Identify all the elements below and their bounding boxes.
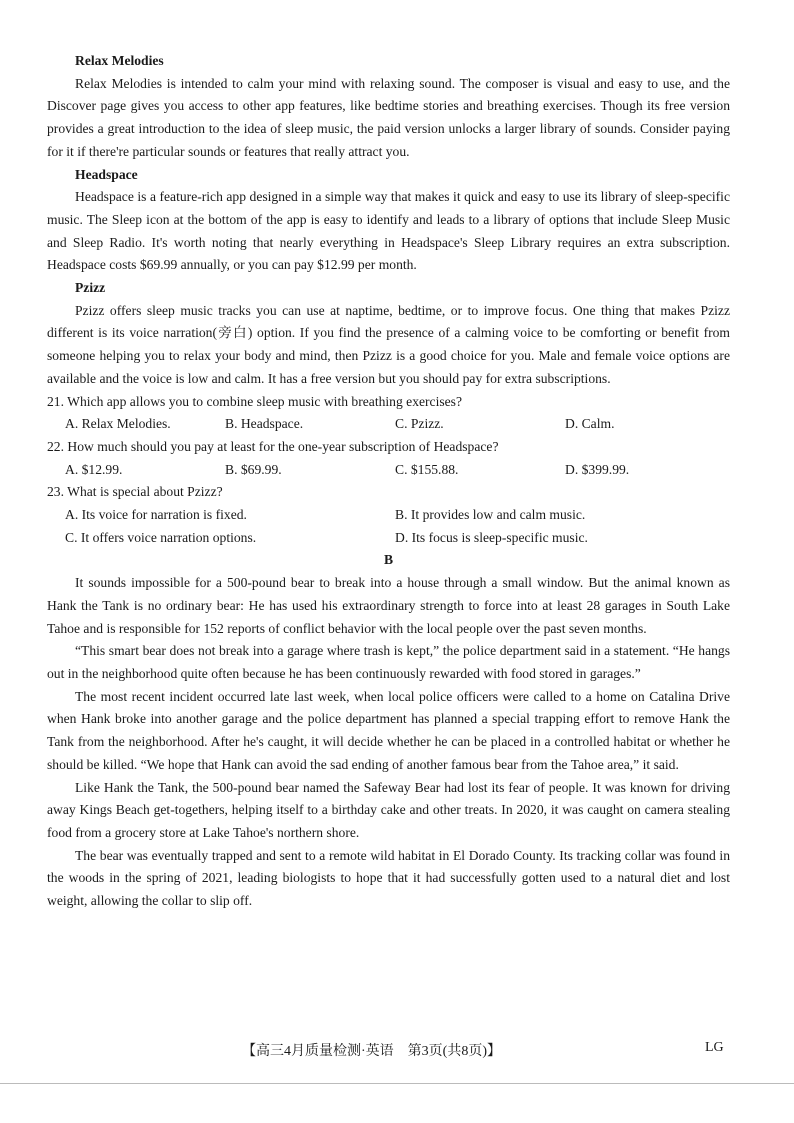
option-a: A. Its voice for narration is fixed.: [65, 507, 247, 523]
option-a: A. $12.99.: [65, 461, 123, 477]
app-review-headspace: [47, 164, 730, 278]
divider: [0, 1083, 794, 1084]
option-b: B. $69.99.: [225, 461, 282, 477]
paragraph: The most recent incident occurred late last week, when local police officers were called to a home on Catalina Drive when Hank broke into another garage and the police department has planned a special trapping effort to remove Hank the Tank from the neighborhood. After he's caught, it will decide whether he can be placed in a controlled habitat or whether he should be killed. “We hope that Hank can avoid the sad ending of another famous bear from the Tahoe area,” it said.: [47, 688, 730, 772]
question-22: [47, 436, 730, 481]
section-heading: Headspace: [75, 166, 138, 182]
app-review-pzizz: [47, 277, 730, 391]
paragraph: Like Hank the Tank, the 500-pound bear named the Safeway Bear had lost its fear of people. It was known for driving away Kings Beach get-togethers, helping itself to a birthday cake and other treats. In 2020, it was caught on camera stealing food from a grocery store at Lake Tahoe's northern shore.: [47, 779, 730, 840]
option-b: B. It provides low and calm music.: [395, 507, 586, 523]
section-b-label: B: [383, 552, 394, 568]
option-d: D. Calm.: [565, 416, 615, 432]
footer-page-info: 【高三4月质量检测·英语 第3页(共8页)】: [242, 1044, 501, 1059]
section-heading: Pzizz: [75, 280, 106, 296]
option-c: C. $155.88.: [395, 461, 459, 477]
paragraph: Relax Melodies is intended to calm your mind with relaxing sound. The composer is visual and easy to use, and the Discover page gives you access to other app features, like bedtime stories and breathing exercises. Though its free version provides a great introduction to the idea of sleep music, the paid version unlocks a larger library of sounds. Consider paying for it if there're particular sounds or features that really attract you.: [47, 75, 730, 159]
footer-code: LG: [705, 1040, 724, 1055]
paragraph: The bear was eventually trapped and sent to a remote wild habitat in El Dorado County. Its tracking collar was found in the woods in the spring of 2021, leading biologists to hope that it had successfully gotten used to a natural diet and lost weight, allowing the collar to slip off.: [47, 847, 730, 909]
page-content: [47, 50, 730, 913]
question-23: [47, 481, 730, 549]
paragraph: Headspace is a feature-rich app designed in a simple way that makes it quick and easy to use its library of sleep-specific music. The Sleep icon at the bottom of the app is easy to identify and leads to a library of options that include Sleep Music and Sleep Radio. It's worth noting that nearly everything in Headspace's Sleep Library requires an extra subscription. Headspace costs $69.99 annually, or you can pay $12.99 per month.: [47, 189, 730, 273]
option-a: A. Relax Melodies.: [65, 416, 171, 432]
question-text: 23. What is special about Pzizz?: [47, 484, 223, 500]
option-d: D. Its focus is sleep-specific music.: [395, 529, 588, 545]
paragraph: Pzizz offers sleep music tracks you can use at naptime, bedtime, or to improve focus. One thing that makes Pzizz different is its voice narration(旁白) option. If you find the presence of a calming voice to be comforting or benefit from someone helping you to relax your body and mind, then Pzizz is a good choice for you. Male and female voice options are available and the voice is low and calm. It has a free version but you should pay for extra subscriptions.: [47, 302, 730, 386]
question-21: [47, 391, 730, 436]
section-heading: Relax Melodies: [75, 53, 164, 68]
app-review-relax-melodies: [47, 50, 730, 164]
question-text: 21. Which app allows you to combine sleep music with breathing exercises?: [47, 393, 463, 409]
option-c: C. Pzizz.: [395, 416, 444, 432]
option-c: C. It offers voice narration options.: [65, 529, 257, 545]
option-b: B. Headspace.: [225, 416, 304, 432]
option-d: D. $399.99.: [565, 461, 630, 477]
question-text: 22. How much should you pay at least for the one-year subscription of Headspace?: [47, 438, 499, 454]
paragraph: It sounds impossible for a 500-pound bear to break into a house through a small window. But the animal known as Hank the Tank is no ordinary bear: He has used his extraordinary strength to force into at least 28 garages in South Lake Tahoe and is responsible for 152 reports of conflict behavior with the local people over the past seven months.: [47, 575, 730, 636]
paragraph: “This smart bear does not break into a garage where trash is kept,” the police department said in a statement. “He hangs out in the neighborhood quite often because he has been continuously rewarded with food stored in garages.”: [47, 643, 730, 681]
